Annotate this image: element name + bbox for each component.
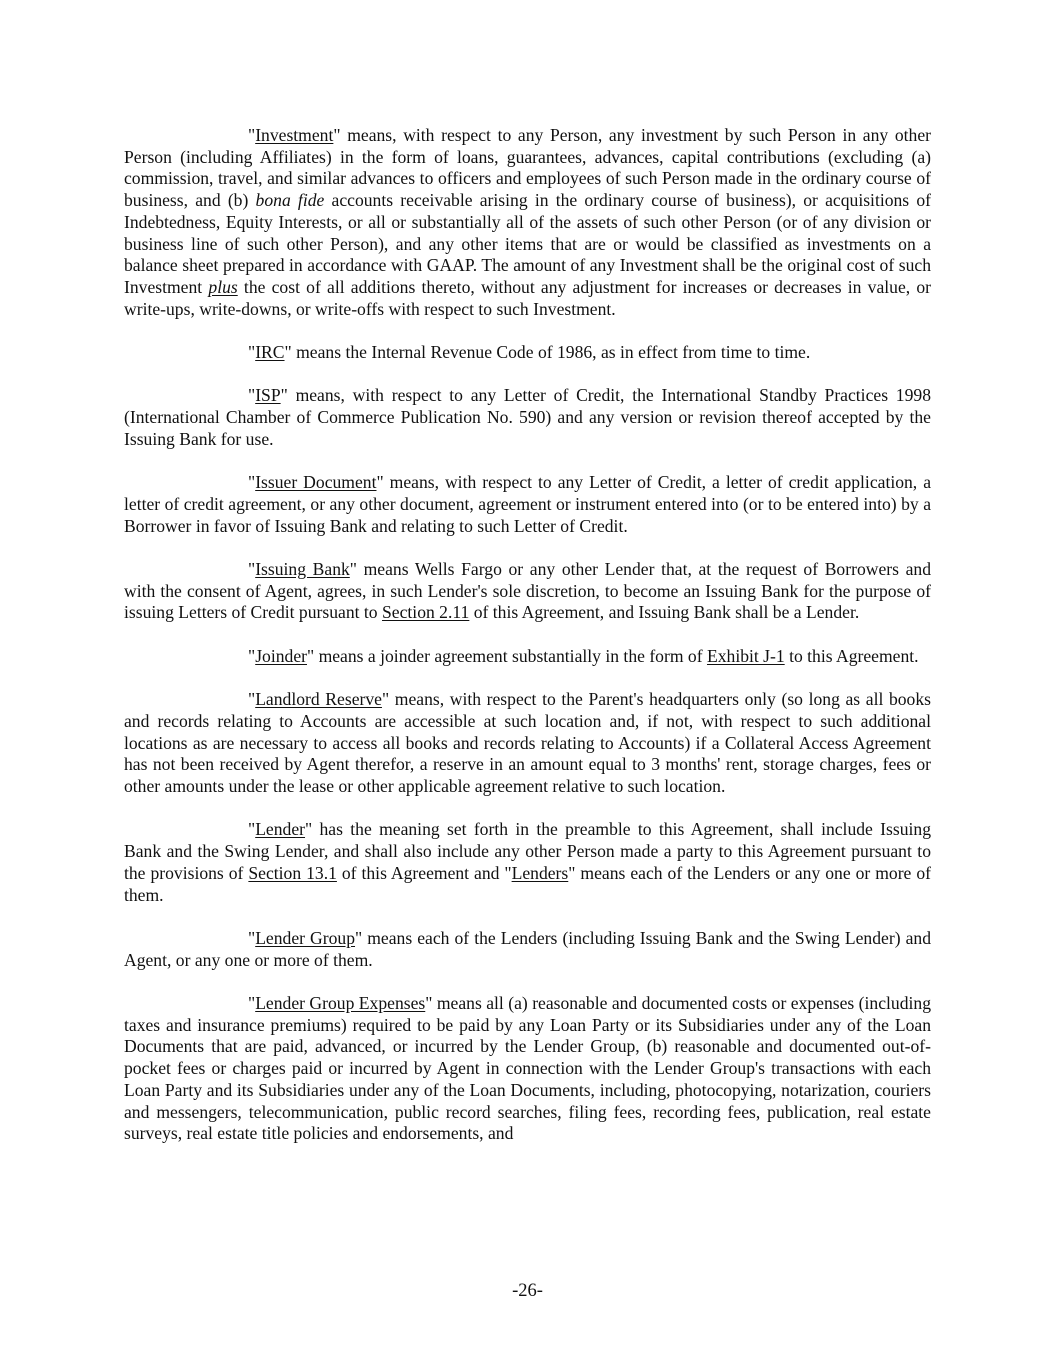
paragraph-text: " means each of the Lenders (including Issuing Bank and the Swing Lender) and Agent, or any one or more of them. [124,927,931,970]
paragraph-text: " means Wells Fargo or any other Lender that, at the request of Borrowers and with the consent of Agent, agrees, in such Lender's sole discretion, to become an Issuing Bank for the purpose of issuing Letters of Credit pursuant to [124,559,931,623]
paragraph-text: the cost of all additions thereto, without any adjustment for increases or decreases in value, or write-ups, write-downs, or write-offs with respect to such Investment. [124,276,932,319]
defined-term: Lenders [511,862,569,883]
paragraph-text: " [248,927,256,948]
definition-paragraph-issuer-document [124,472,931,537]
paragraph-text: " [248,819,256,840]
defined-term: Issuing Bank [255,559,350,579]
paragraph-text: " [248,559,256,579]
paragraph-text: " means, with respect to the Parent's headquarters only (so long as all books and records relating to Accounts are accessible at such location and, if not, with respect to such additional locations as are necessary to access all books and records relating to Accounts) if a Collateral Access Agreement has not been received by Agent therefor, a reserve in an amount equal to 3 months' rent, storage charges, fees or other amounts under the lease or other applicable agreement relative to such location. [124,689,931,796]
defined-term: Investment [255,125,334,145]
paragraph-text: of this Agreement, and Issuing Bank shall be a Lender. [469,602,860,623]
page-number: -26- [512,1281,543,1301]
defined-term: Section 13.1 [248,862,337,883]
italic-text: plus [208,276,238,297]
paragraph-text: " means a joinder agreement substantially in the form of [306,645,707,666]
defined-term: IRC [255,342,285,363]
definition-paragraph-lender-group-expenses [124,993,931,1145]
paragraph-text: " means all (a) reasonable and documented costs or expenses (including taxes and insurance premiums) required to be paid by any Loan Party or its Subsidiaries under any of the Loan Documents that are paid, advanced, or incurred by the Lender Group, (b) reasonable and documented out-of-pocket fees or charges paid or incurred by Agent in connection with the Lender Group's transactions with each Loan Party and its Subsidiaries under any of the Loan Documents, including, photocopying, notarization, couriers and messengers, telecommunication, public record searches, filing fees, recording fees, publication, real estate surveys, real estate title policies and endorsements, and [124,992,931,1144]
defined-term: Lender [255,819,306,840]
paragraph-text: of this Agreement and " [336,862,512,883]
defined-term: ISP [255,385,281,406]
paragraph-text: " [248,385,256,406]
definition-paragraph-irc [124,342,931,364]
paragraph-text: " means the Internal Revenue Code of 1986, as in effect from time to time. [284,342,811,363]
paragraph-text: " [248,992,256,1013]
document-page [124,125,931,1167]
definition-paragraph-joinder [124,646,931,668]
paragraph-text: " means, with respect to any Person, any investment by such Person in any other Person (including Affiliates) in the form of loans, guarantees, advances, capital contributions (excluding (a) commission, travel, and similar advances to officers and employees of such Person made in the ordinary course of business, and (b) [124,125,931,211]
defined-term: Exhibit J-1 [706,645,785,666]
definition-paragraph-lender-group [124,928,931,971]
paragraph-text: " means, with respect to any Letter of Credit, the International Standby Practices 1998 (International Chamber of Commerce Publication No. 590) and any version or revision thereof accepted by the Issuing Bank for use. [124,385,931,449]
defined-term: Section 2.11 [382,602,470,623]
paragraph-text: " means each of the Lenders or any one or more of them. [124,862,931,905]
paragraph-text: " [248,472,256,493]
paragraph-text: accounts receivable arising in the ordinary course of business), or acquisitions of Indebtedness, Equity Interests, or all or substantially all of the assets of such other Person (or of any division or business line of such other Person), and any other items that are or would be classified as investments on a balance sheet prepared in accordance with GAAP. The amount of any Investment shall be the original cost of such Investment [124,190,932,297]
definition-paragraph-lender [124,819,931,906]
paragraph-text: " [248,342,256,363]
italic-text: bona fide [255,190,325,211]
paragraph-text: " [248,645,256,666]
defined-term: Issuer Document [255,472,377,493]
paragraph-text: " means, with respect to any Letter of Credit, a letter of credit application, a letter of credit agreement, or any other document, agreement or instrument entered into (or to be entered into) by a Borrower in favor of Issuing Bank and relating to such Letter of Credit. [124,472,931,536]
definition-paragraph-issuing-bank [124,559,931,624]
paragraph-text: " has the meaning set forth in the preamble to this Agreement, shall include Issuing Bank and the Swing Lender, and shall also include any other Person made a party to this Agreement pursuant to the provisions of [124,819,931,883]
paragraph-text: " [248,689,256,710]
paragraph-text: " [248,125,256,145]
defined-term: Lender Group [255,927,356,948]
paragraph-text: to this Agreement. [784,645,919,666]
defined-term: Landlord Reserve [255,689,382,710]
defined-term: Joinder [255,645,307,666]
definition-paragraph-isp [124,385,931,450]
definition-paragraph-investment [124,125,931,320]
definition-paragraph-landlord-reserve [124,689,931,798]
defined-term: Lender Group Expenses [255,992,426,1013]
